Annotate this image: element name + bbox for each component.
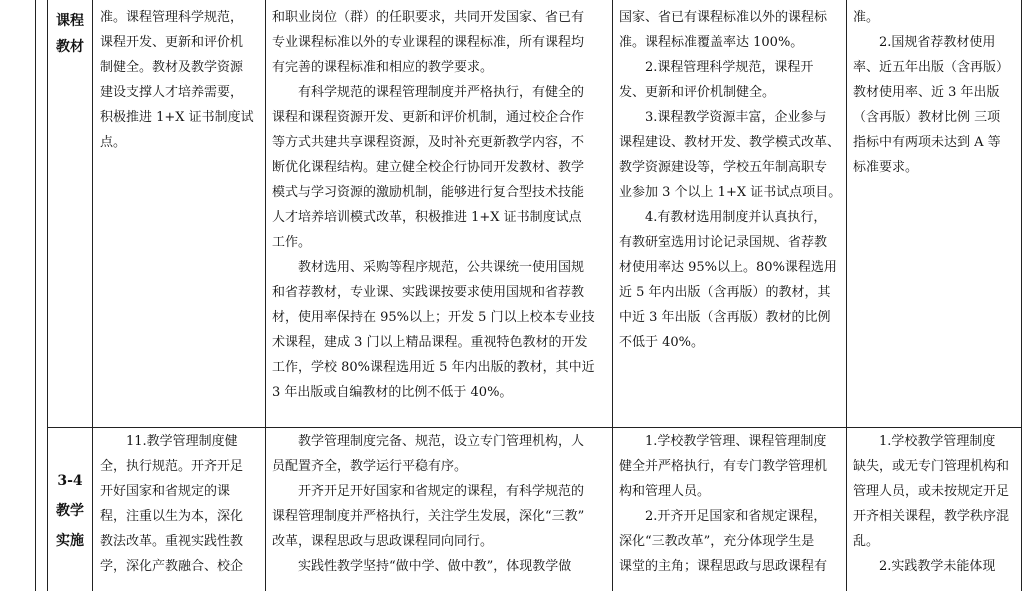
standard-a-paragraph: 3.课程教学资源丰富，企业参与 课程建设、教材开发、教学模式改革、 教学资源建设等，学校五年制高职专 业参加 3 个以上 1+X 证书试点项目。	[619, 110, 842, 200]
standard-a-paragraph: 国家、省已有课程标准以外的课程标 准。课程标准覆盖率达 100%。	[619, 10, 828, 50]
category-line: 课程	[56, 13, 84, 29]
content-paragraph: 实践性教学坚持“做中学、做中教”，体现教学做	[298, 559, 572, 574]
row-category	[48, 466, 92, 556]
content-paragraph: 教材选用、采购等程序规范，公共课统一使用国规 和省荐教材，专业课、实践课按要求使用国规和省荐教 材，使用率保持在 95%以上；开发 5 门以上校本专业技 术课程，建成 3 门以上精品课程。重视特色教材的开发 工作，学校 80%课程选用近 5 年内出版的教材，其中近 3 年出版或自编教材的比例不低于 40%。	[272, 260, 595, 400]
standard-a-paragraph: 2.开齐开足国家和省规定课程， 深化“三教改革”，充分体现学生是 课堂的主角；课程思政与思政课程有	[619, 509, 828, 574]
standard-a-paragraph: 4.有教材选用制度并认真执行， 有教研室选用讨论记录国规、省荐教 材使用率达 95%以上。80%课程选用 近 5 年内出版（含再版）的教材，其 中近 3 年出版（含再版）教材的比例 不低于 40%。	[619, 210, 837, 350]
table-border	[265, 0, 266, 591]
table-border	[35, 0, 36, 591]
category-line: 教学	[56, 503, 84, 519]
category-line: 教材	[56, 39, 84, 55]
standard-c-paragraph: 2.国规省荐教材使用 率、近五年出版（含再版） 教材使用率、近 3 年出版 （含再版）教材比例 三项 指标中有两项未达到 A 等 标准要求。	[853, 35, 1010, 175]
content-paragraph: 教学管理制度完备、规范，设立专门管理机构，人 员配置齐全，教学运行平稳有序。	[272, 434, 585, 474]
content-paragraph: 开齐开足开好国家和省规定的课程，有科学规范的 课程管理制度并严格执行，关注学生发展，深化“三教” 改革，课程思政与思政课程同向同行。	[272, 484, 585, 549]
standard-a-cell	[619, 429, 845, 579]
standard-a-cell	[619, 5, 845, 355]
standard-c-cell	[853, 5, 1021, 180]
content-paragraph: 和职业岗位（群）的任职要求，共同开发国家、省已有 专业课程标准以外的专业课程的课程标准，所有课程均 有完善的课程标准和相应的教学要求。	[272, 10, 585, 75]
standard-c-paragraph: 准。	[853, 10, 880, 25]
indicator-text: 11.教学管理制度健 全，执行规范。开齐开足 开好国家和省规定的课 程，注重以生为本，深化 教法改革。重视实践性教 学，深化产教融合、校企	[100, 434, 244, 574]
indicator-text: 准。课程管理科学规范， 课程开发、更新和评价机 制健全。教材及教学资源 建设支撑人才培养需要， 积极推进 1+X 证书制度试 点。	[100, 10, 254, 150]
content-cell	[272, 429, 610, 579]
row-divider	[47, 427, 1022, 428]
category-line: 3-4	[57, 473, 83, 489]
standard-c-paragraph: 2.实践教学未能体现	[879, 559, 996, 574]
table-border	[1021, 0, 1022, 591]
row-category	[48, 8, 92, 60]
table-border	[92, 0, 93, 591]
standard-a-paragraph: 1.学校教学管理、课程管理制度 健全并严格执行，有专门教学管理机 构和管理人员。	[619, 434, 828, 499]
category-line: 实施	[56, 533, 84, 549]
standard-c-cell	[853, 429, 1021, 579]
indicator-cell	[100, 5, 264, 155]
indicator-cell	[100, 429, 264, 579]
standard-c-paragraph: 1.学校教学管理制度 缺失，或无专门管理机构和 管理人员，或未按规定开足 开齐相关课程，教学秩序混 乱。	[853, 434, 1010, 549]
content-paragraph: 有科学规范的课程管理制度并严格执行，有健全的 课程和课程资源开发、更新和评价机制，通过校企合作 等方式共建共享课程资源，及时补充更新教学内容，不 断优化课程结构。建立健全校企行协同开发教材、教学 模式与学习资源的激励机制，能够进行复合型技术技能 人才培养培训模式改革，积极推进 1+X 证书制度试点 工作。	[272, 85, 585, 250]
table-border	[846, 0, 847, 591]
table-border	[612, 0, 613, 591]
content-cell	[272, 5, 610, 405]
standard-a-paragraph: 2.课程管理科学规范，课程开 发、更新和评价机制健全。	[619, 60, 814, 100]
